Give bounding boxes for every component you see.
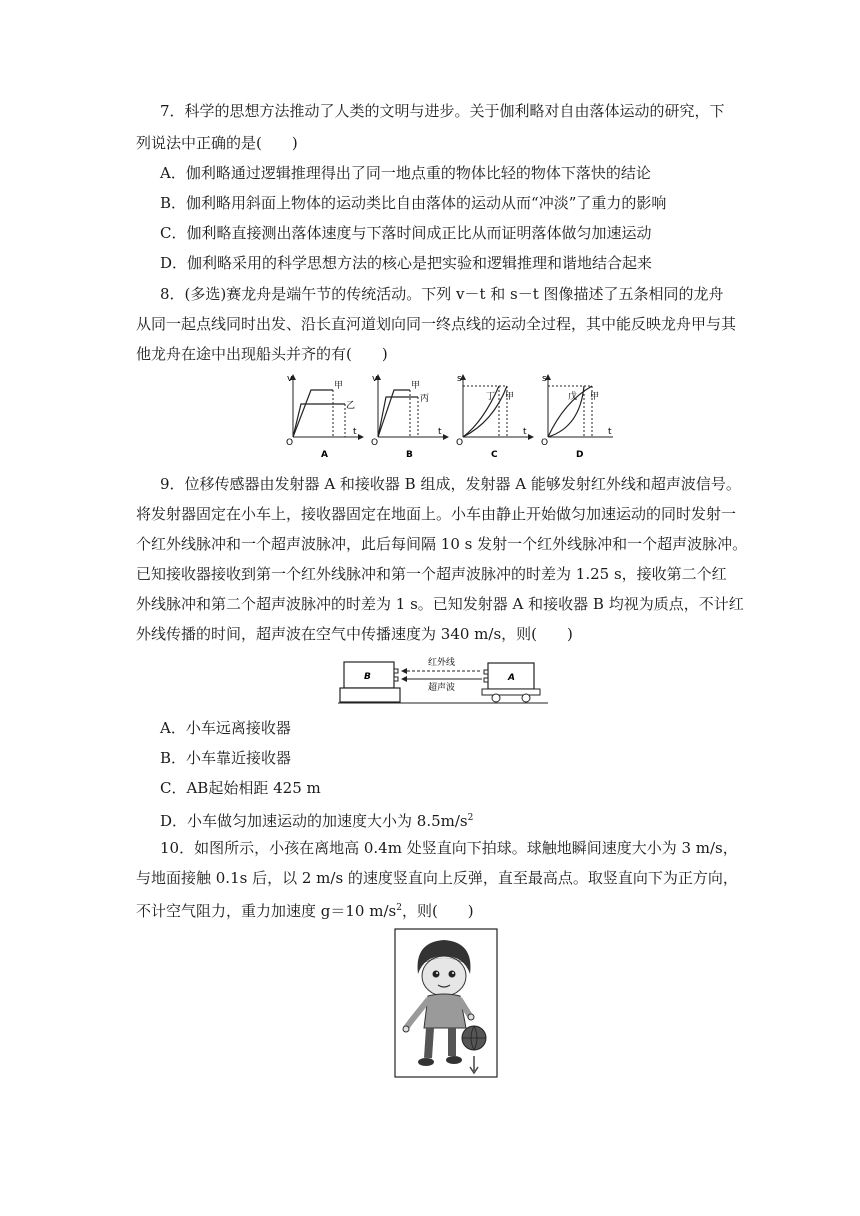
q10-line-1: 10．如图所示，小孩在离地高 0.4m 处竖直向下拍球。球触地瞬间速度大小为 3 m/s，	[160, 839, 738, 857]
q7-option-a: A．伽利略通过逻辑推理得出了同一地点重的物体比轻的物体下落快的结论	[160, 164, 651, 182]
graph-d-y-axis-label: s	[542, 374, 547, 384]
graph-a-letter: A	[321, 450, 328, 460]
q8-line-3: 他龙舟在途中出现船头并齐的有( )	[136, 345, 388, 363]
q9-option-d-text: D．小车做匀加速运动的加速度大小为 8.5m/s	[160, 812, 468, 830]
emitter-label: A	[508, 673, 515, 683]
q9-line-5: 外线脉冲和第二个超声波脉冲的时差为 1 s。已知发射器 A 和接收器 B 均视为质点，不计红	[136, 595, 744, 613]
ultrasound-label: 超声波	[428, 683, 456, 693]
graph-a-y-axis-label: v	[287, 374, 293, 384]
graph-c-line-label-2: 甲	[505, 392, 515, 402]
receiver-label: B	[364, 672, 371, 682]
q8-line-1: 8．(多选)赛龙舟是端午节的传统活动。下列 v－t 和 s－t 图像描述了五条相同的龙舟	[160, 285, 724, 303]
q9-line-6: 外线传播的时间，超声波在空气中传播速度为 340 m/s，则( )	[136, 625, 573, 643]
graph-c-x-axis-label: t	[523, 427, 527, 437]
q10-line-2: 与地面接触 0.1s 后，以 2 m/s 的速度竖直向上反弹，直至最高点。取竖直向下为正方向，	[136, 869, 738, 887]
graph-b	[371, 374, 448, 460]
q10-line-3-text: 不计空气阻力，重力加速度 g＝10 m/s	[136, 902, 397, 920]
q10-line-3-superscript: 2	[396, 903, 402, 913]
graph-d-origin-label: O	[541, 438, 549, 448]
q9-option-c: C．AB起始相距 425 m	[160, 779, 321, 797]
q9-option-d	[160, 808, 473, 831]
q7-option-c: C．伽利略直接测出落体速度与下落时间成正比从而证明落体做匀加速运动	[160, 224, 652, 242]
graph-b-line-label-2: 丙	[420, 394, 430, 404]
infrared-label: 红外线	[428, 658, 456, 668]
q9-line-3: 个红外线脉冲和一个超声波脉冲，此后每间隔 10 s 发射一个红外线脉冲和一个超声波脉冲。	[136, 535, 748, 553]
graph-d-x-axis-label: t	[608, 427, 612, 437]
graph-d-letter: D	[576, 450, 584, 460]
q7-line-1: 7．科学的思想方法推动了人类的文明与进步。关于伽利略对自由落体运动的研究，下	[160, 102, 725, 120]
q10-line-3	[136, 898, 474, 921]
q9-line-2: 将发射器固定在小车上，接收器固定在地面上。小车由静止开始做匀加速运动的同时发射一	[136, 505, 737, 523]
q8-line-2: 从同一起点线同时出发、沿长直河道划向同一终点线的运动全过程，其中能反映龙舟甲与其	[136, 315, 737, 333]
graph-b-origin-label: O	[371, 438, 379, 448]
graph-c-y-axis-label: s	[457, 374, 462, 384]
q9-option-b: B．小车靠近接收器	[160, 749, 292, 767]
graph-a-line-label-1: 甲	[334, 381, 344, 391]
graph-a	[286, 374, 363, 460]
graph-d-line-label-1: 戊	[568, 392, 578, 402]
graph-d	[541, 374, 613, 460]
q8-graphs-figure	[283, 372, 613, 462]
graph-a-x-axis-label: t	[353, 427, 357, 437]
graph-c	[456, 374, 533, 460]
graph-c-letter: C	[491, 450, 498, 460]
graph-c-line-label-1: 丁	[486, 392, 496, 402]
graph-b-x-axis-label: t	[438, 427, 442, 437]
graph-d-line-label-2: 甲	[590, 392, 600, 402]
q7-line-2: 列说法中正确的是( )	[136, 134, 298, 152]
q7-option-b: B．伽利略用斜面上物体的运动类比自由落体的运动从而“冲淡”了重力的影响	[160, 194, 667, 212]
graph-b-y-axis-label: v	[372, 374, 378, 384]
q9-option-a: A．小车远离接收器	[160, 719, 291, 737]
q9-line-4: 已知接收器接收到第一个红外线脉冲和第一个超声波脉冲的时差为 1.25 s，接收第二个红	[136, 565, 727, 583]
q9-sensor-diagram	[338, 655, 548, 705]
graph-b-line-label-1: 甲	[411, 381, 421, 391]
q10-line-3-end: ，则( )	[401, 902, 474, 920]
q10-child-bouncing-ball-illustration	[394, 928, 498, 1078]
graph-b-letter: B	[406, 450, 413, 460]
q9-option-d-superscript: 2	[467, 813, 474, 823]
graph-a-origin-label: O	[286, 438, 294, 448]
q7-option-d: D．伽利略采用的科学思想方法的核心是把实验和逻辑推理和谐地结合起来	[160, 254, 653, 272]
q9-line-1: 9．位移传感器由发射器 A 和接收器 B 组成，发射器 A 能够发射红外线和超声波信号。	[160, 475, 741, 493]
graph-c-origin-label: O	[456, 438, 464, 448]
graph-a-line-label-2: 乙	[346, 401, 356, 411]
